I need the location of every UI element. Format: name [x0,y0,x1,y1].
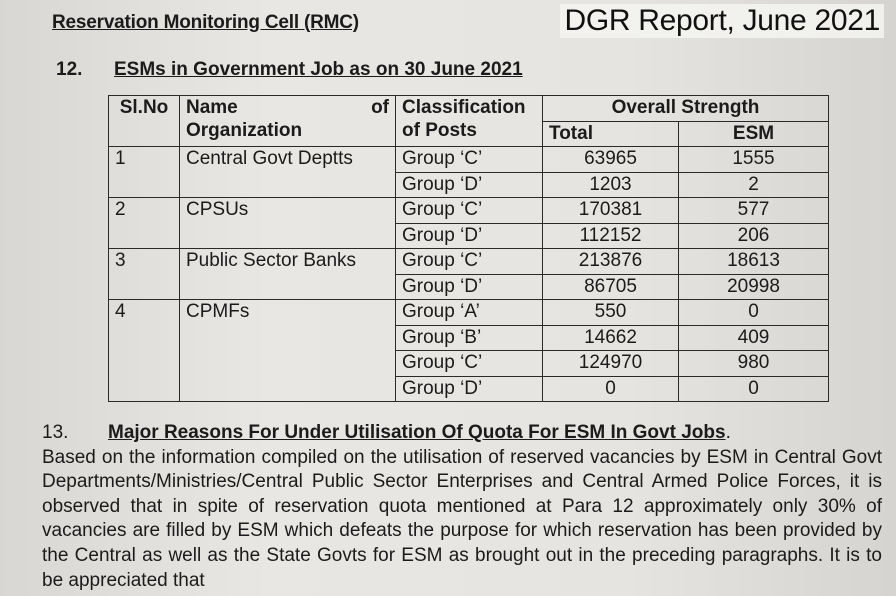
esm-cell: 20998 [679,274,829,300]
cell-title: Reservation Monitoring Cell (RMC) [52,12,359,33]
esm-strength-table [108,95,829,402]
table-row [109,147,829,173]
group-cell: Group ‘C’ [396,198,543,224]
esm-cell: 577 [679,198,829,224]
group-cell: Group ‘C’ [396,351,543,377]
sl-cell: 2 [109,198,180,249]
esm-cell: 1555 [679,147,829,173]
header-sl-no: Sl.No [109,96,180,147]
section-13-number: 13. [42,422,69,443]
esm-cell: 409 [679,325,829,351]
section-13-heading: 13. Major Reasons For Under Utilisation Of Quota For ESM In Govt Jobs. [42,421,882,446]
section-12-number: 12. [56,59,83,80]
total-cell: 213876 [543,249,679,275]
table-row [109,300,829,326]
org-cell: CPSUs [180,198,396,249]
table-row [109,198,829,224]
esm-cell: 980 [679,351,829,377]
table-row [109,249,829,275]
group-cell: Group ‘D’ [396,172,543,198]
header-classification: Classification of Posts [396,96,543,147]
total-cell: 1203 [543,172,679,198]
section-13 [42,421,882,593]
group-cell: Group ‘D’ [396,274,543,300]
header-esm: ESM [679,121,829,147]
total-cell: 550 [543,300,679,326]
esm-cell: 0 [679,300,829,326]
esm-cell: 206 [679,223,829,249]
section-13-title: Major Reasons For Under Utilisation Of Quota For ESM In Govt Jobs [108,422,726,443]
group-cell: Group ‘C’ [396,147,543,173]
esm-cell: 18613 [679,249,829,275]
total-cell: 63965 [543,147,679,173]
org-cell: Public Sector Banks [180,249,396,300]
total-cell: 86705 [543,274,679,300]
header-organization: Name of Organization [180,96,396,147]
total-cell: 14662 [543,325,679,351]
group-cell: Group ‘A’ [396,300,543,326]
org-cell: CPMFs [180,300,396,402]
section-12-title: ESMs in Government Job as on 30 June 2021 [114,59,523,80]
report-label: DGR Report, June 2021 [560,4,884,38]
group-cell: Group ‘D’ [396,223,543,249]
total-cell: 124970 [543,351,679,377]
org-cell: Central Govt Deptts [180,147,396,198]
section-12-heading [56,59,523,81]
total-cell: 112152 [543,223,679,249]
sl-cell: 1 [109,147,180,198]
esm-cell: 2 [679,172,829,198]
table-header-row [109,96,829,122]
group-cell: Group ‘C’ [396,249,543,275]
header-overall-strength: Overall Strength [543,96,829,122]
sl-cell: 3 [109,249,180,300]
sl-cell: 4 [109,300,180,402]
section-13-body: Based on the information compiled on the utilisation of reserved vacancies by ESM in Central Govt Departments/Ministries/Central Public Sector Enterprises and Central Armed Police Forces, it is observed that in spite of reservation quota mentioned at Para 12 approximately only 30% of vacancies are filled by ESM which defeats the purpose for which reservation has been provided by the Central as well as the State Govts for ESM as brought out in the preceding paragraphs. It is to be appreciated that [42,446,882,591]
header-total: Total [543,121,679,147]
group-cell: Group ‘B’ [396,325,543,351]
esm-cell: 0 [679,376,829,402]
group-cell: Group ‘D’ [396,376,543,402]
total-cell: 170381 [543,198,679,224]
total-cell: 0 [543,376,679,402]
